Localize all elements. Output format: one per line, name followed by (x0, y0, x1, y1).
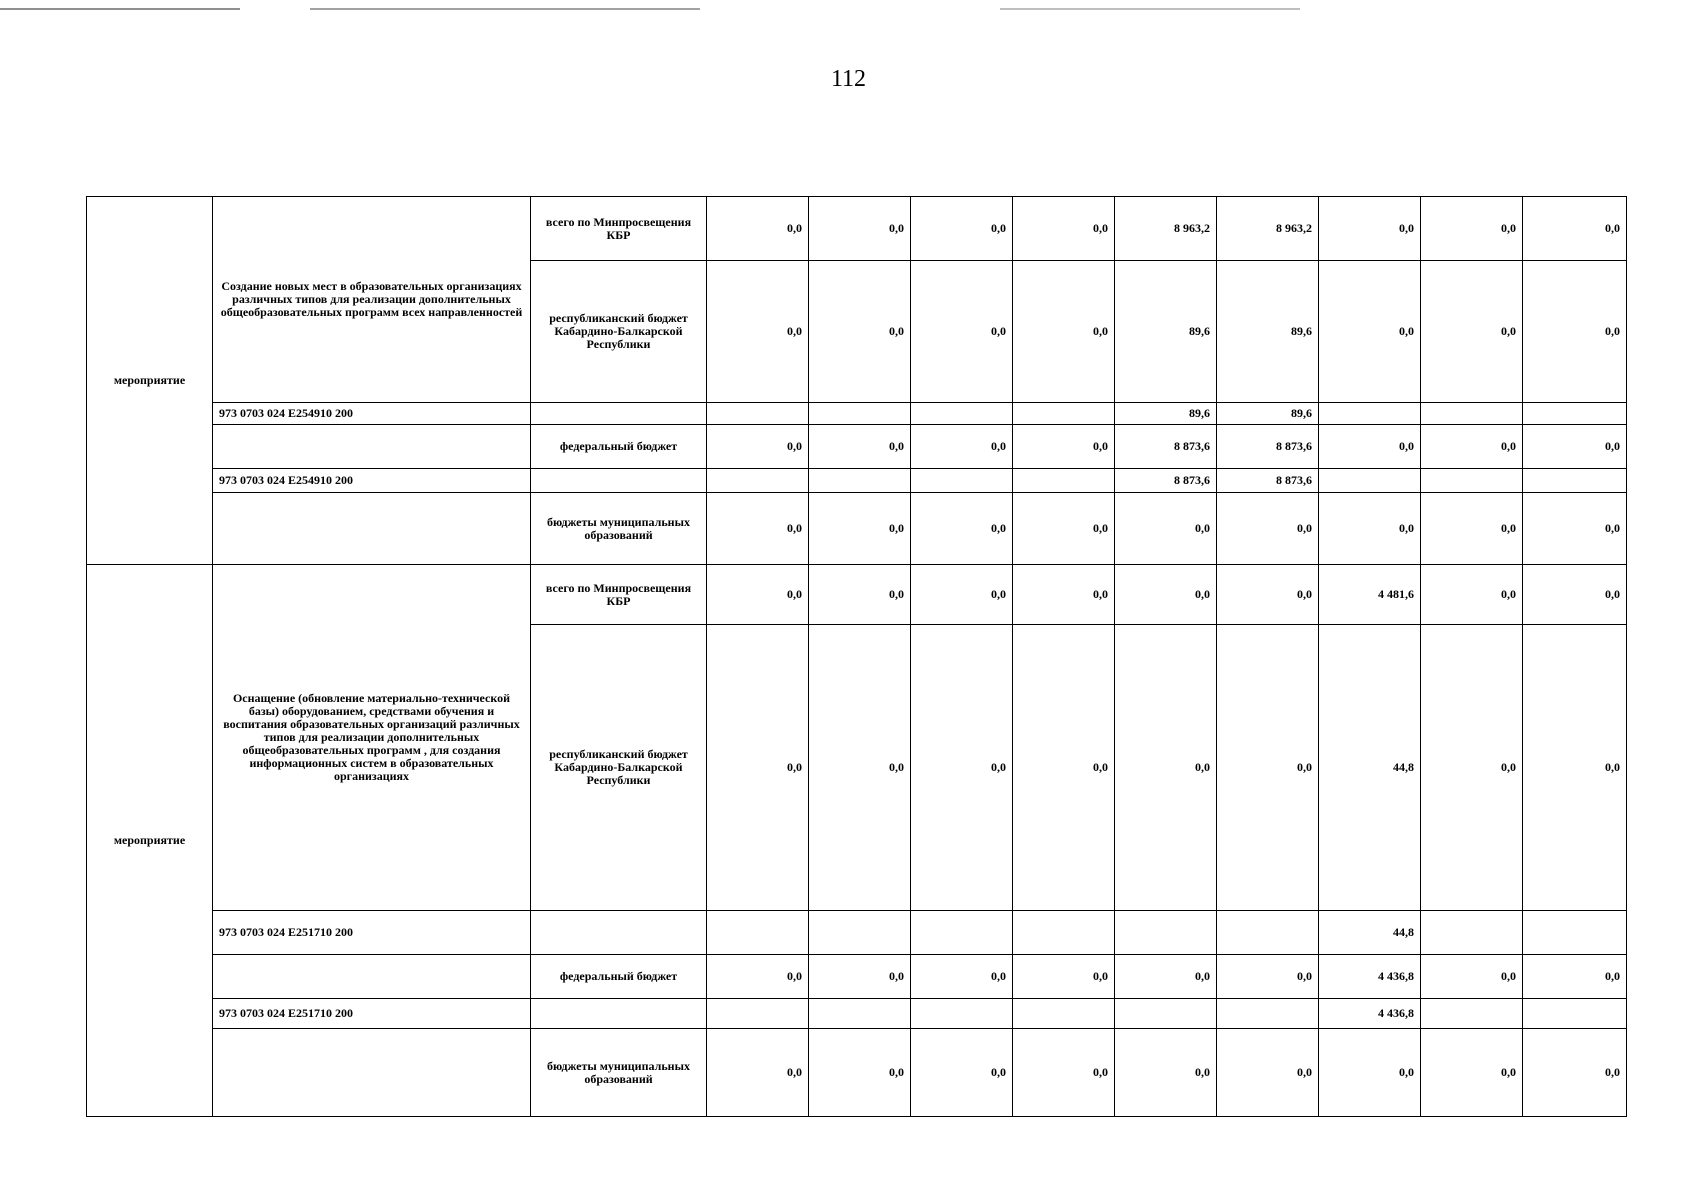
table-row (87, 425, 1627, 469)
value-cell (911, 403, 1013, 425)
value-cell (707, 999, 809, 1029)
value-cell: 0,0 (911, 625, 1013, 911)
value-cell: 0,0 (1421, 425, 1523, 469)
page-number: 112 (830, 66, 867, 92)
value-cell: 0,0 (707, 425, 809, 469)
value-cell: 0,0 (1421, 197, 1523, 261)
value-cell (911, 999, 1013, 1029)
value-cell: 0,0 (1013, 955, 1115, 999)
value-cell: 89,6 (1115, 403, 1217, 425)
value-cell (911, 469, 1013, 493)
value-cell: 0,0 (1217, 955, 1319, 999)
budget-table (86, 196, 1627, 1117)
value-cell (1013, 403, 1115, 425)
budget-code-cell: 973 0703 024 E254910 200 (213, 469, 531, 493)
table-row (87, 403, 1627, 425)
activity-name-cell: Создание новых мест в образовательных организациях различных типов для реализации дополнительных общеобразовательных программ всех направленностей (213, 197, 531, 403)
value-cell: 0,0 (1421, 1029, 1523, 1117)
value-cell (1115, 911, 1217, 955)
funding-source-cell: всего по Минпросвещения КБР (531, 197, 707, 261)
value-cell: 0,0 (911, 955, 1013, 999)
value-cell (1523, 999, 1627, 1029)
value-cell: 0,0 (1523, 625, 1627, 911)
funding-source-cell: федеральный бюджет (531, 955, 707, 999)
value-cell: 44,8 (1319, 911, 1421, 955)
value-cell: 0,0 (911, 1029, 1013, 1117)
value-cell: 0,0 (1115, 955, 1217, 999)
value-cell: 0,0 (1523, 955, 1627, 999)
value-cell: 0,0 (809, 425, 911, 469)
value-cell: 0,0 (809, 197, 911, 261)
value-cell: 0,0 (911, 493, 1013, 565)
value-cell: 0,0 (1217, 625, 1319, 911)
value-cell (809, 999, 911, 1029)
value-cell: 0,0 (1013, 197, 1115, 261)
table-row (87, 1029, 1627, 1117)
table-row (87, 999, 1627, 1029)
value-cell: 44,8 (1319, 625, 1421, 911)
value-cell: 89,6 (1217, 403, 1319, 425)
value-cell: 0,0 (707, 261, 809, 403)
value-cell: 0,0 (1115, 493, 1217, 565)
value-cell: 0,0 (1217, 1029, 1319, 1117)
value-cell (1013, 469, 1115, 493)
funding-source-cell: республиканский бюджет Кабардино-Балкарской Республики (531, 625, 707, 911)
value-cell (809, 403, 911, 425)
empty-cell (213, 955, 531, 999)
funding-source-cell: федеральный бюджет (531, 425, 707, 469)
value-cell: 89,6 (1217, 261, 1319, 403)
funding-source-cell: бюджеты муниципальных образований (531, 1029, 707, 1117)
empty-cell (531, 403, 707, 425)
budget-code-cell: 973 0703 024 E254910 200 (213, 403, 531, 425)
budget-code-cell: 973 0703 024 E251710 200 (213, 999, 531, 1029)
value-cell: 0,0 (809, 261, 911, 403)
table-row (87, 955, 1627, 999)
value-cell: 8 873,6 (1115, 425, 1217, 469)
value-cell: 0,0 (1319, 197, 1421, 261)
value-cell (707, 403, 809, 425)
value-cell (1115, 999, 1217, 1029)
value-cell (809, 469, 911, 493)
value-cell: 0,0 (809, 625, 911, 911)
value-cell (809, 911, 911, 955)
value-cell: 0,0 (1115, 625, 1217, 911)
value-cell (707, 469, 809, 493)
value-cell (1523, 469, 1627, 493)
budget-code-cell: 973 0703 024 E251710 200 (213, 911, 531, 955)
value-cell: 8 873,6 (1217, 469, 1319, 493)
value-cell: 4 436,8 (1319, 955, 1421, 999)
value-cell: 0,0 (1319, 425, 1421, 469)
value-cell: 0,0 (1421, 625, 1523, 911)
value-cell: 0,0 (707, 955, 809, 999)
activity-type-cell: мероприятие (87, 565, 213, 1117)
value-cell: 0,0 (1013, 1029, 1115, 1117)
value-cell: 0,0 (1115, 1029, 1217, 1117)
empty-cell (531, 469, 707, 493)
value-cell (1319, 403, 1421, 425)
value-cell (1421, 911, 1523, 955)
funding-source-cell: всего по Минпросвещения КБР (531, 565, 707, 625)
value-cell: 4 481,6 (1319, 565, 1421, 625)
value-cell: 0,0 (1013, 261, 1115, 403)
value-cell: 0,0 (1217, 493, 1319, 565)
value-cell: 0,0 (911, 565, 1013, 625)
value-cell (1217, 911, 1319, 955)
value-cell (911, 911, 1013, 955)
value-cell: 8 963,2 (1115, 197, 1217, 261)
value-cell: 4 436,8 (1319, 999, 1421, 1029)
empty-cell (213, 425, 531, 469)
empty-cell (213, 493, 531, 565)
value-cell (1319, 469, 1421, 493)
scan-artifact-line (0, 8, 1300, 10)
value-cell: 0,0 (1421, 565, 1523, 625)
value-cell: 0,0 (911, 261, 1013, 403)
value-cell: 0,0 (1013, 425, 1115, 469)
value-cell: 0,0 (1523, 261, 1627, 403)
value-cell: 8 873,6 (1217, 425, 1319, 469)
value-cell (707, 911, 809, 955)
empty-cell (531, 999, 707, 1029)
value-cell: 0,0 (1013, 625, 1115, 911)
value-cell (1421, 999, 1523, 1029)
activity-type-cell: мероприятие (87, 197, 213, 565)
value-cell: 0,0 (1319, 493, 1421, 565)
value-cell: 0,0 (809, 1029, 911, 1117)
value-cell: 0,0 (1523, 1029, 1627, 1117)
value-cell: 0,0 (1013, 493, 1115, 565)
table-row (87, 197, 1627, 261)
value-cell: 0,0 (1523, 565, 1627, 625)
value-cell: 0,0 (911, 197, 1013, 261)
value-cell: 0,0 (707, 1029, 809, 1117)
value-cell (1013, 999, 1115, 1029)
value-cell: 0,0 (809, 955, 911, 999)
value-cell (1421, 469, 1523, 493)
value-cell: 0,0 (1217, 565, 1319, 625)
value-cell: 0,0 (1421, 955, 1523, 999)
table-row (87, 493, 1627, 565)
value-cell: 8 963,2 (1217, 197, 1319, 261)
value-cell: 0,0 (1523, 425, 1627, 469)
value-cell: 0,0 (911, 425, 1013, 469)
value-cell: 0,0 (1523, 197, 1627, 261)
value-cell: 0,0 (1421, 261, 1523, 403)
value-cell: 0,0 (1319, 261, 1421, 403)
value-cell: 0,0 (1013, 565, 1115, 625)
empty-cell (213, 1029, 531, 1117)
value-cell (1523, 403, 1627, 425)
value-cell: 0,0 (1115, 565, 1217, 625)
value-cell: 0,0 (809, 493, 911, 565)
value-cell: 8 873,6 (1115, 469, 1217, 493)
value-cell: 0,0 (809, 565, 911, 625)
value-cell: 0,0 (707, 197, 809, 261)
value-cell (1217, 999, 1319, 1029)
value-cell: 0,0 (1319, 1029, 1421, 1117)
empty-cell (531, 911, 707, 955)
value-cell: 0,0 (707, 493, 809, 565)
value-cell (1013, 911, 1115, 955)
table-row (87, 469, 1627, 493)
funding-source-cell: бюджеты муниципальных образований (531, 493, 707, 565)
activity-name-cell: Оснащение (обновление материально-технической базы) оборудованием, средствами обучения и воспитания образовательных организаций различных типов для реализации дополнительных общеобразовательных программ , для создания информационных систем в образовательных организациях (213, 565, 531, 911)
value-cell: 0,0 (707, 625, 809, 911)
value-cell (1523, 911, 1627, 955)
table-row (87, 911, 1627, 955)
value-cell: 0,0 (1523, 493, 1627, 565)
table-row (87, 565, 1627, 625)
value-cell (1421, 403, 1523, 425)
value-cell: 0,0 (1421, 493, 1523, 565)
value-cell: 89,6 (1115, 261, 1217, 403)
value-cell: 0,0 (707, 565, 809, 625)
funding-source-cell: республиканский бюджет Кабардино-Балкарской Республики (531, 261, 707, 403)
